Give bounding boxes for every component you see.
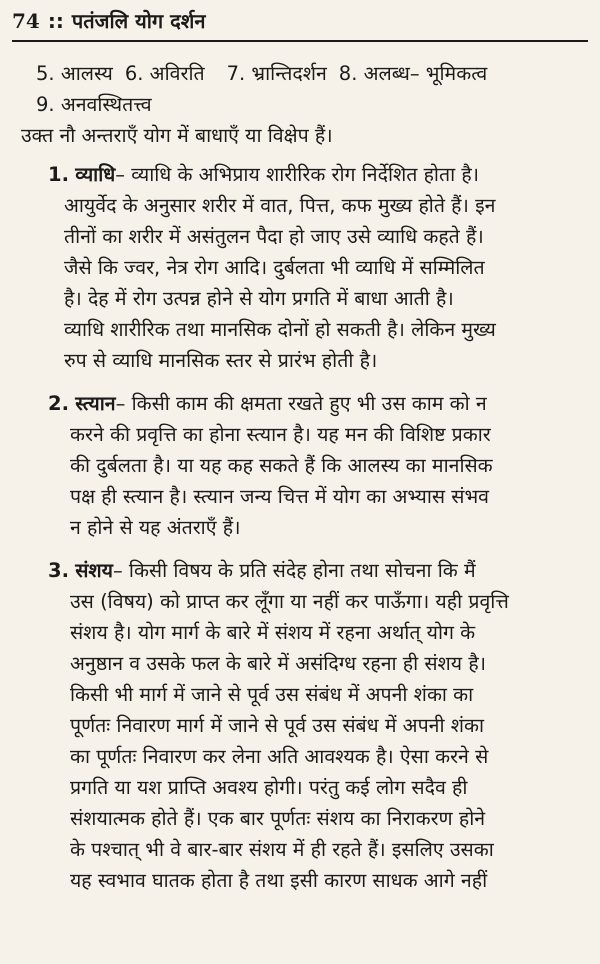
paragraph-line: न होने से यह अंतराएँ हैं।: [70, 516, 241, 539]
list-item: [36, 58, 205, 89]
paragraph-line: प्रगति या यश प्राप्ति अवश्य होगी। परंतु कई लोग सदैव ही: [70, 776, 468, 799]
paragraph-line: किसी भी मार्ग में जाने से पूर्व उस संबंध में अपनी शंका का: [70, 683, 474, 706]
paragraph-vyadhi: [12, 159, 588, 376]
paragraph-heading: स्त्यान: [75, 392, 116, 415]
paragraph-first-line: [12, 159, 588, 190]
list-item-text: अलब्ध– भूमिकत्व: [363, 62, 488, 85]
paragraph-line: करने की प्रवृत्ति का होना स्त्यान है। यह मन की विशिष्ट प्रकार: [70, 423, 491, 446]
paragraph-styan: [12, 388, 588, 543]
list-item-text: भ्रान्तिदर्शन: [251, 62, 327, 85]
paragraph-line: संशय है। योग मार्ग के बारे में संशय में रहना अर्थात् योग के: [70, 621, 476, 644]
paragraph-line: है। देह में रोग उत्पन्न होने से योग प्रगति में बाधा आती है।: [64, 287, 454, 310]
paragraph-sanshay: [12, 555, 588, 896]
paragraph-line: की दुर्बलता है। या यह कह सकते हैं कि आलस्य का मानसिक: [70, 454, 493, 477]
paragraph-line: पक्ष ही स्त्यान है। स्त्यान जन्य चित्त में योग का अभ्यास संभव: [70, 485, 489, 508]
paragraph-number: 3.: [48, 559, 69, 582]
paragraph-line: अनुष्ठान व उसके फल के बारे में असंदिग्ध रहना ही संशय है।: [70, 652, 487, 675]
book-title: पतंजलि योग दर्शन: [71, 9, 206, 33]
list-item-number: 8.: [338, 62, 358, 85]
list-item-number: 7.: [226, 62, 246, 85]
paragraph-lead-text: – व्याधि के अभिप्राय शारीरिक रोग निर्देशित होता है।: [115, 163, 480, 186]
paragraph-line: व्याधि शारीरिक तथा मानसिक दोनों हो सकती है। लेकिन मुख्य: [64, 318, 496, 341]
list-item-number: 9.: [36, 93, 55, 116]
paragraph-line: रुप से व्याधि मानसिक स्तर से प्रारंभ होती है।: [64, 349, 378, 372]
page-number: 74: [12, 9, 40, 33]
paragraph-line: उस (विषय) को प्राप्त कर लूँगा या नहीं कर पाऊँगा। यही प्रवृत्ति: [70, 590, 509, 613]
intro-sentence: उक्त नौ अन्तराएँ योग में बाधाएँ या विक्षेप हैं।: [21, 124, 333, 147]
paragraph-line: का पूर्णतः निवारण कर लेना अति आवश्यक है। ऐसा करने से: [70, 745, 489, 768]
paragraph-lead-text: – किसी काम की क्षमता रखते हुए भी उस काम को न: [115, 392, 487, 415]
list-item-number: 6.: [124, 62, 144, 85]
paragraph-number: 1.: [48, 163, 69, 186]
paragraph-line: पूर्णतः निवारण मार्ग में जाने से पूर्व उस संबंध में अपनी शंका: [70, 714, 485, 737]
paragraph-line: के पश्चात् भी वे बार-बार संशय में ही रहते हैं। इसलिए उसका: [70, 838, 494, 861]
paragraph-line: तीनों का शरीर में असंतुलन पैदा हो जाए उसे व्याधि कहते हैं।: [64, 225, 484, 248]
paragraph-number: 2.: [48, 392, 69, 415]
list-item-text: अविरति: [149, 62, 205, 85]
obstacle-list-row-2: [12, 89, 588, 120]
paragraph-heading: व्याधि: [75, 163, 116, 186]
obstacle-list-row-1: [12, 58, 588, 89]
list-item: [227, 58, 488, 89]
paragraph-line: यह स्वभाव घातक होता है तथा इसी कारण साधक आगे नहीं: [70, 869, 488, 892]
header-separator: ::: [47, 9, 64, 33]
paragraph-line: आयुर्वेद के अनुसार शरीर में वात, पित्त, कफ मुख्य होते हैं। इन: [64, 194, 496, 217]
list-item-text: अनवस्थितत्त्व: [60, 93, 152, 116]
paragraph-first-line: [12, 555, 588, 586]
running-header: [12, 8, 588, 34]
paragraph-first-line: [12, 388, 588, 419]
paragraph-heading: संशय: [75, 559, 113, 582]
paragraph-line: संशयात्मक होते हैं। एक बार पूर्णतः संशय का निराकरण होने: [70, 807, 486, 830]
paragraph-lead-text: – किसी विषय के प्रति संदेह होना तथा सोचना कि मैं: [112, 559, 476, 582]
paragraph-line: जैसे कि ज्वर, नेत्र रोग आदि। दुर्बलता भी व्याधि में सम्मिलित: [64, 256, 485, 279]
list-item-text: आलस्य: [60, 62, 113, 85]
list-item-number: 5.: [36, 62, 55, 85]
header-rule: [12, 40, 588, 42]
